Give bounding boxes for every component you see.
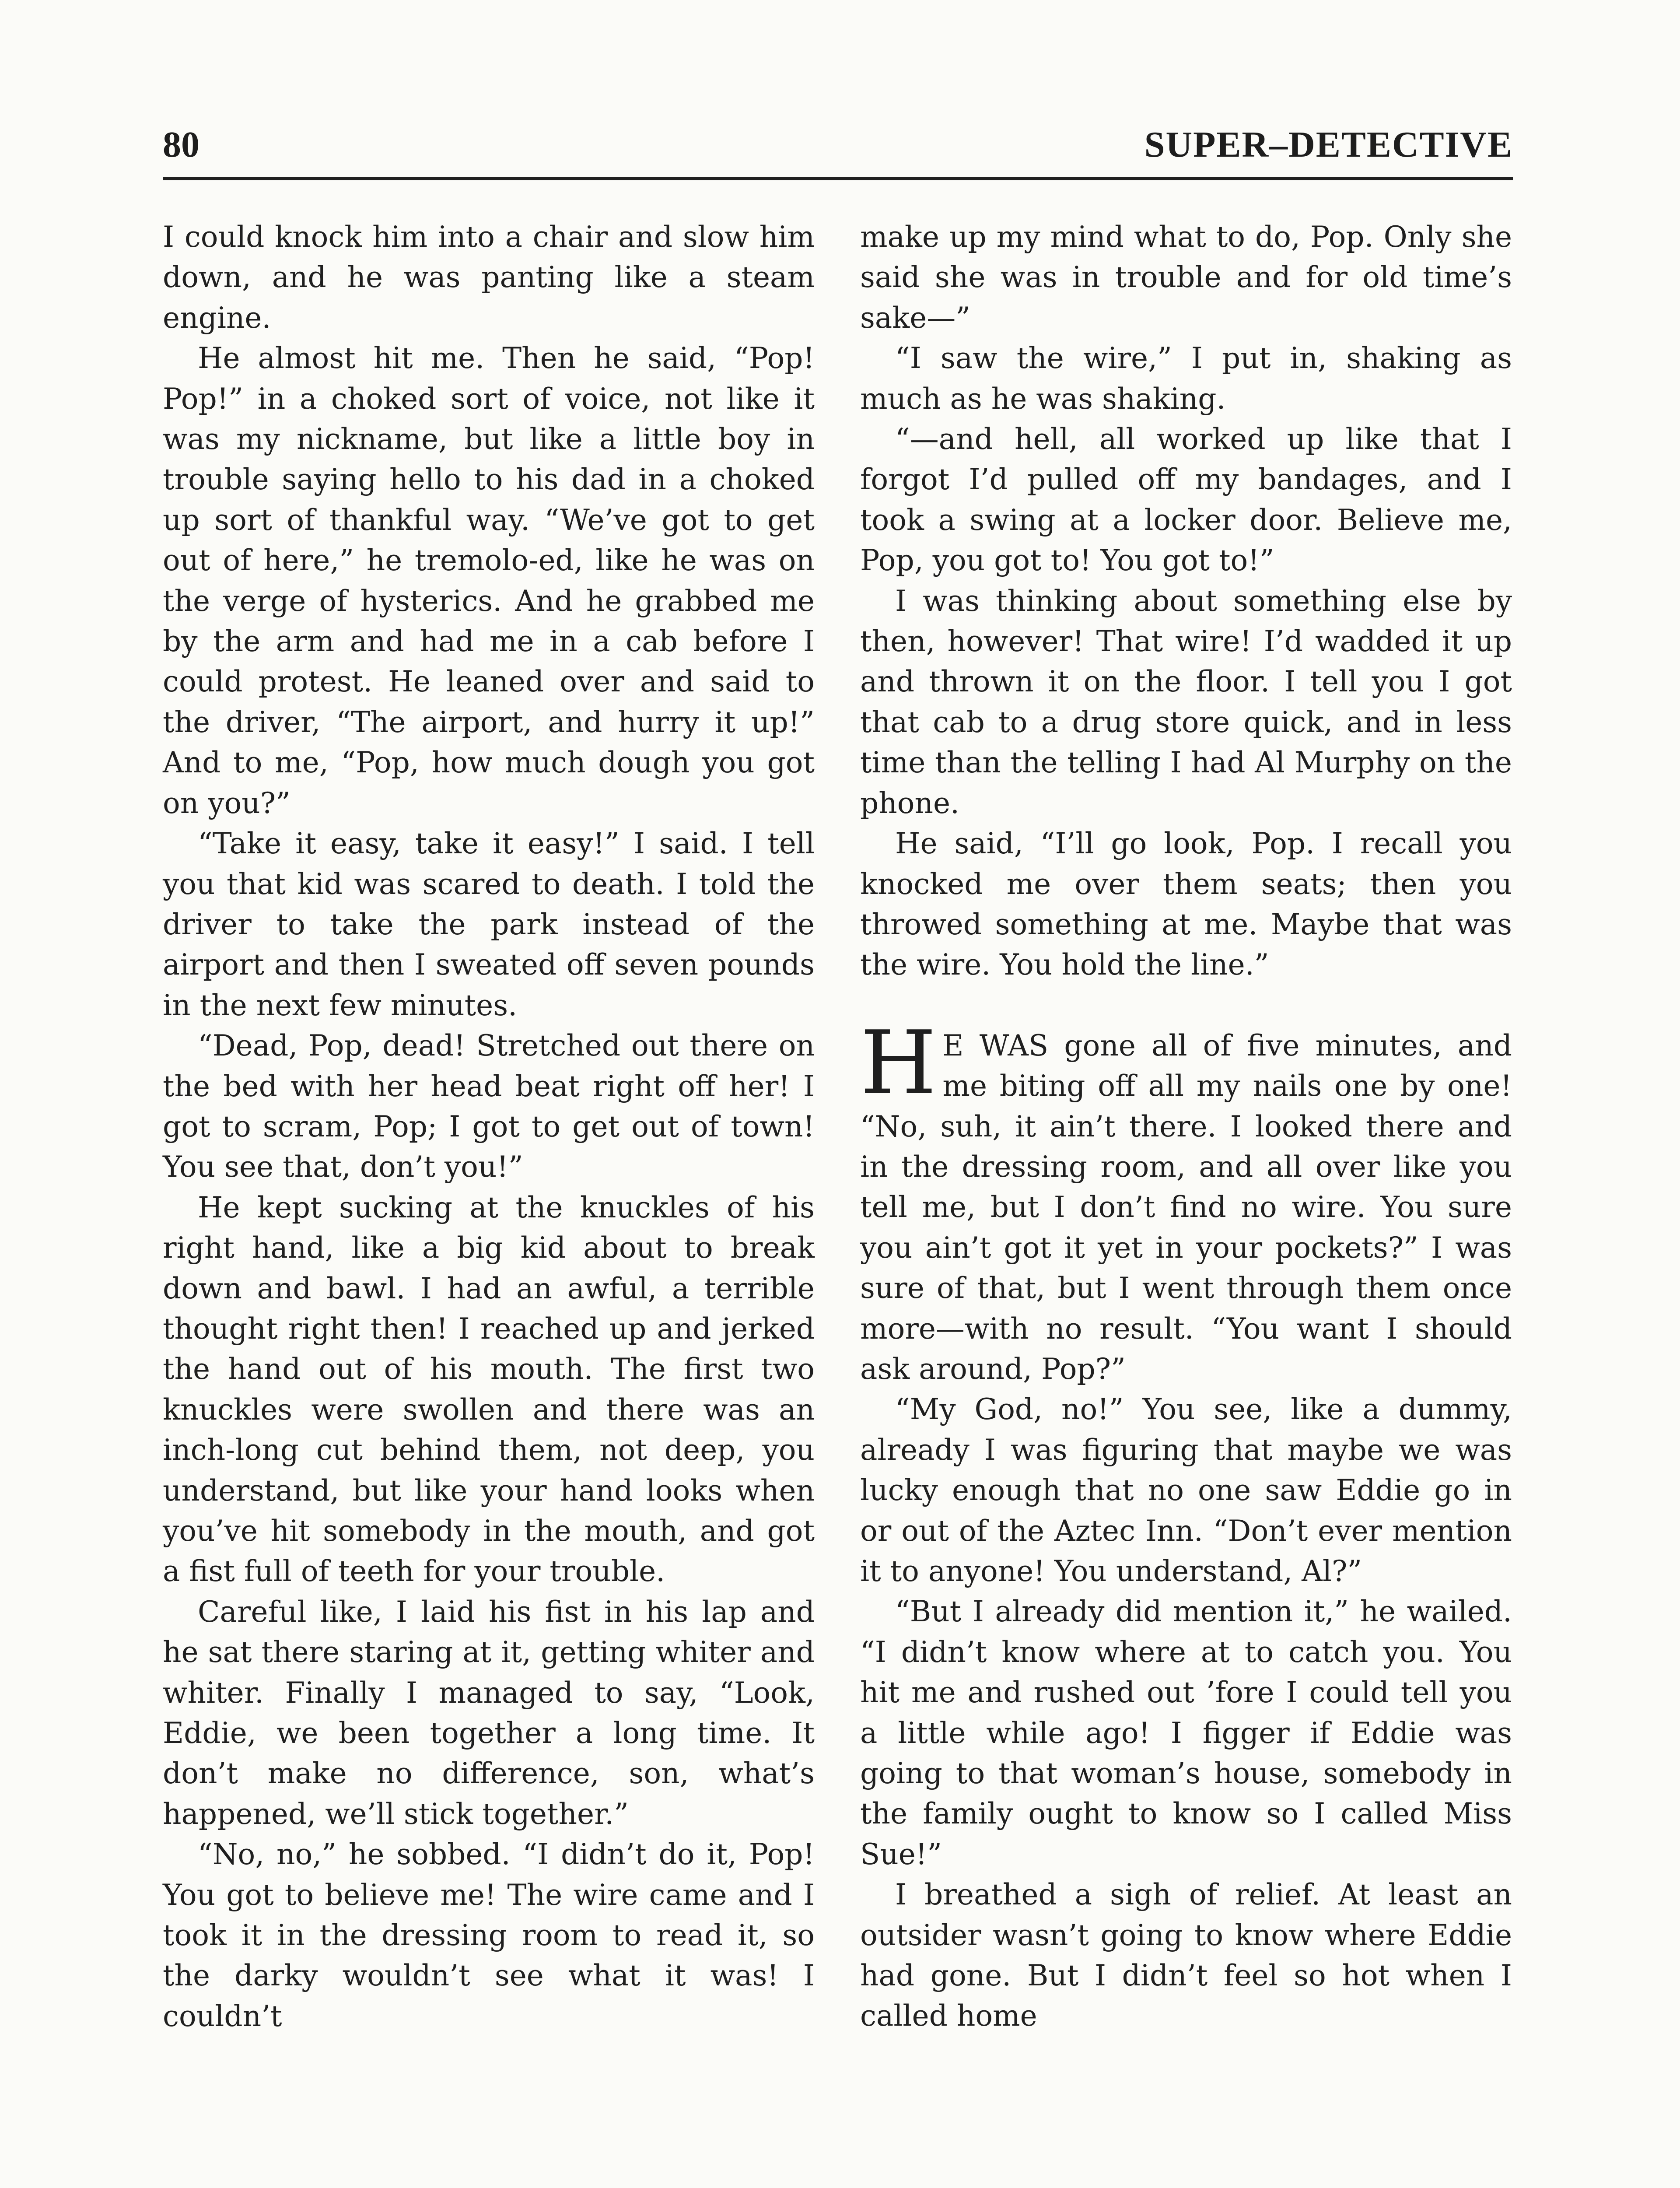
paragraph: “—and hell, all worked up like that I forgot I’d pulled off my bandages, and I took a swing at a locker door. Believe me, Pop, you got to! You got to!” xyxy=(860,422,1512,578)
header-rule xyxy=(163,177,1513,180)
paragraph: I was thinking about something else by then, however! That wire! I’d wadded it up and thrown it on the floor. I tell you I got that cab to a drug store quick, and in less time than the telling I had Al Murphy on the phone. xyxy=(860,584,1512,820)
paragraph: I could knock him into a chair and slow him down, and he was panting like a steam engine. xyxy=(163,220,815,335)
paragraph: “But I already did mention it,” he wailed. “I didn’t know where at to catch you. You hit me and rushed out ’fore I could tell you a little while ago! I figger if Eddie was going to that woman’s house, somebody in the family ought to know so I called Miss Sue!” xyxy=(860,1595,1512,1871)
paragraph: “Take it easy, take it easy!” I said. I tell you that kid was scared to death. I told the driver to take the park instead of the airport and then I sweated off seven pounds in the next few minutes. xyxy=(163,827,815,1022)
right-column xyxy=(860,217,1512,2037)
running-head: SUPER–DETECTIVE xyxy=(1144,124,1513,165)
drop-cap: H xyxy=(860,1012,937,1114)
page-number: 80 xyxy=(163,124,200,165)
paragraph: Careful like, I laid his fist in his lap and he sat there staring at it, getting whiter and whiter. Finally I managed to say, “Look, Eddie, we been together a long time. It don’t make no difference, son, what’s happened, we’ll stick together.” xyxy=(163,1595,815,1831)
page-header xyxy=(163,123,1513,180)
paragraph: “My God, no!” You see, like a dummy, already I was figuring that maybe we was lucky enough that no one saw Eddie go in or out of the Aztec Inn. “Don’t ever mention it to anyone! You understand, Al?” xyxy=(860,1392,1512,1588)
paragraph: “I saw the wire,” I put in, shaking as much as he was shaking. xyxy=(860,341,1512,416)
paragraph: “Dead, Pop, dead! Stretched out there on the bed with her head beat right off her! I got to scram, Pop; I got to get out of town! You see that, don’t you!” xyxy=(163,1029,815,1184)
section-opening-paragraph xyxy=(860,1012,1512,1390)
paragraph: I breathed a sigh of relief. At least an outsider wasn’t going to know where Eddie had gone. But I didn’t feel so hot when I called home xyxy=(860,1878,1512,2033)
lead-in-caps: E WAS xyxy=(942,1028,1049,1062)
paragraph: He said, “I’ll go look, Pop. I recall you knocked me over them seats; then you throwed something at me. Maybe that was the wire. You hold the line.” xyxy=(860,827,1512,982)
paragraph: He kept sucking at the knuckles of his right hand, like a big kid about to break down and bawl. I had an awful, a terrible thought right then! I reached up and jerked the hand out of his mouth. The first two knuckles were swollen and there was an inch-long cut behind them, not deep, you understand, but like your hand looks when you’ve hit somebody in the mouth, and got a fist full of teeth for your trouble. xyxy=(163,1190,815,1588)
paragraph: “No, no,” he sobbed. “I didn’t do it, Pop! You got to believe me! The wire came and I took it in the dressing room to read it, so the darky wouldn’t see what it was! I couldn’t xyxy=(163,1837,815,2033)
paragraph: make up my mind what to do, Pop. Only she said she was in trouble and for old time’s sake—” xyxy=(860,220,1512,335)
paragraph-text: gone all of five minutes, and me biting off all my nails one by one! “No, suh, it ain’t there. I looked there and in the dressing room, and all over like you tell me, but I don’t find no wire. You sure you ain’t got it yet in your pockets?” I was sure of that, but I went through them once more—with no result. “You want I should ask around, Pop?” xyxy=(860,1028,1512,1386)
paragraph: He almost hit me. Then he said, “Pop! Pop!” in a choked sort of voice, not like it was my nickname, but like a little boy in trouble saying hello to his dad in a choked up sort of thankful way. “We’ve got to get out of here,” he tremolo-ed, like he was on the verge of hysterics. And he grabbed me by the arm and had me in a cab before I could protest. He leaned over and said to the driver, “The airport, and hurry it up!” And to me, “Pop, how much dough you got on you?” xyxy=(163,341,815,820)
left-column xyxy=(163,217,815,2037)
